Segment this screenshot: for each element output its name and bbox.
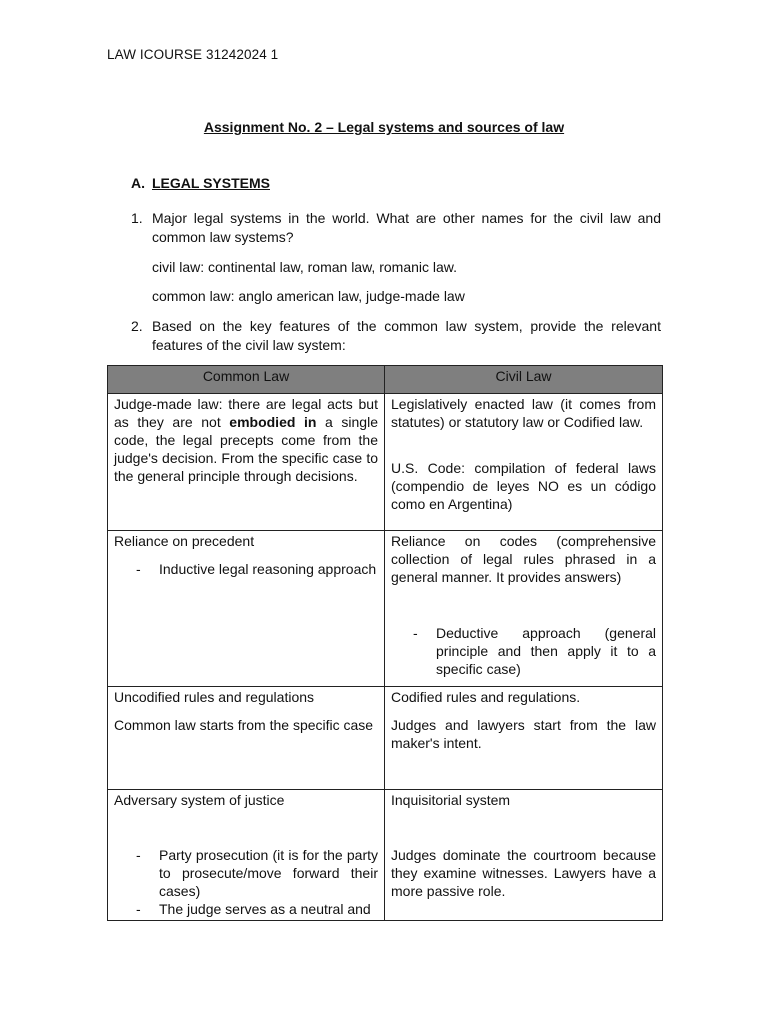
cell-text: Legislatively enacted law (it comes from statutes) or statutory law or Codified law.	[391, 396, 656, 430]
table-row	[108, 790, 663, 921]
cell-text	[114, 395, 378, 485]
bullet-item: - Party prosecution (it is for the party to prosecute/move forward their cases)	[114, 846, 378, 900]
cell-text: Uncodified rules and regulations	[114, 689, 315, 705]
question-text: Major legal systems in the world. What are other names for the civil law and common law systems?	[152, 210, 661, 245]
question-1	[131, 209, 661, 247]
cell-text: Codified rules and regulations.	[391, 689, 581, 705]
section-letter: A.	[131, 175, 145, 191]
question-number: 1.	[131, 210, 143, 226]
table-row	[108, 687, 663, 790]
table-row	[108, 394, 663, 531]
cell-text: Reliance on precedent	[114, 533, 255, 549]
question-number: 2.	[131, 318, 143, 334]
answer-common-law: common law: anglo american law, judge-made law	[152, 288, 465, 304]
table-cell	[108, 687, 385, 790]
table-header-row	[108, 366, 663, 394]
cell-text-part: Judge-made law: there are legal acts but as they are not	[114, 396, 378, 430]
cell-text: Judges and lawyers start from the law maker's intent.	[391, 717, 656, 751]
answer-civil-law: civil law: continental law, roman law, romanic law.	[152, 259, 458, 275]
cell-text: U.S. Code: compilation of federal laws (compendio de leyes NO es un código como en Argentina)	[391, 460, 656, 512]
header-common-law: Common Law	[108, 366, 385, 394]
cell-text: Adversary system of justice	[114, 792, 285, 808]
cell-text: Common law starts from the specific case	[114, 717, 374, 733]
question-text: Based on the key features of the common law system, provide the relevant features of the civil law system:	[152, 318, 661, 353]
bullet-item: - Inductive legal reasoning approach	[114, 560, 378, 578]
bullet-item: - The judge serves as a neutral and	[114, 900, 378, 918]
table-cell	[385, 394, 663, 531]
section-heading	[131, 175, 270, 191]
table-cell	[385, 687, 663, 790]
cell-text-part: a single code, the legal precepts come from the judge's decision. From the specific case to the general principle through decisions.	[114, 414, 378, 484]
cell-text: Judges dominate the courtroom because they examine witnesses. Lawyers have a more passive role.	[391, 847, 656, 899]
page-header: LAW ICOURSE 31242024 1	[107, 47, 279, 62]
cell-text: Reliance on codes (comprehensive collection of legal rules phrased in a general manner. It provides answers)	[391, 533, 656, 585]
bullet-item: - Deductive approach (general principle and then apply it to a specific case)	[391, 624, 656, 678]
table-cell	[385, 790, 663, 921]
question-2	[131, 317, 661, 355]
section-name: LEGAL SYSTEMS	[152, 175, 270, 191]
table-cell	[108, 790, 385, 921]
assignment-title: Assignment No. 2 – Legal systems and sources of law	[203, 119, 565, 135]
table-cell	[108, 531, 385, 687]
table-row	[108, 531, 663, 687]
comparison-table	[107, 365, 663, 921]
header-civil-law: Civil Law	[385, 366, 663, 394]
cell-text: Inquisitorial system	[391, 792, 511, 808]
table-cell	[385, 531, 663, 687]
cell-text-emphasis: embodied in	[229, 414, 317, 430]
table-cell	[108, 394, 385, 531]
